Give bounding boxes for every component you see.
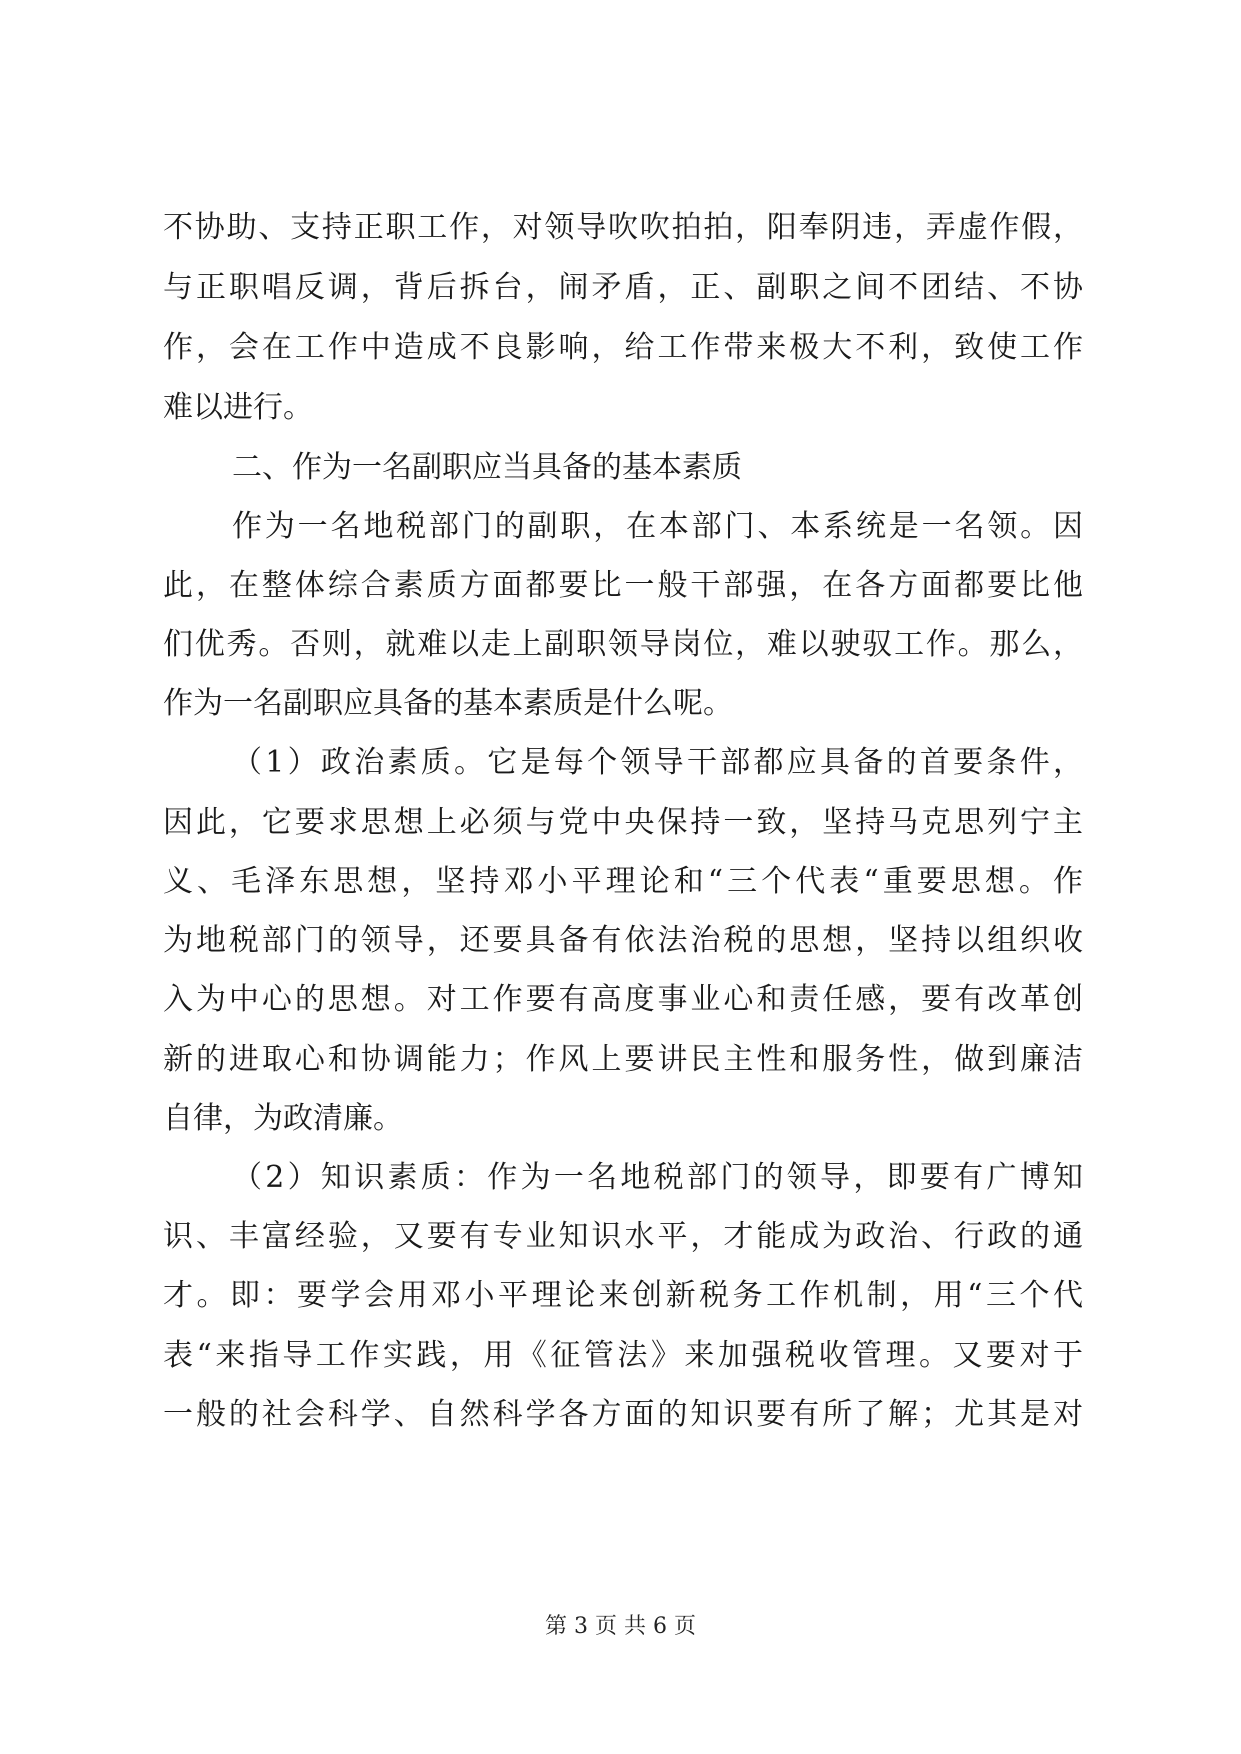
paragraph-line: 表“来指导工作实践，用《征管法》来加强税收管理。又要对于 bbox=[163, 1338, 1083, 1373]
paragraph-line: 此，在整体综合素质方面都要比一般干部强，在各方面都要比他 bbox=[163, 568, 1083, 603]
paragraph-line: （1）政治素质。它是每个领导干部都应具备的首要条件， bbox=[232, 745, 1083, 780]
paragraph-line: 因此，它要求思想上必须与党中央保持一致，坚持马克思列宁主 bbox=[163, 805, 1083, 840]
paragraph-line: 识、丰富经验，又要有专业知识水平，才能成为政治、行政的通 bbox=[163, 1219, 1083, 1254]
paragraph-line: 不协助、支持正职工作，对领导吹吹拍拍，阳奉阴违，弄虚作假， bbox=[163, 210, 1083, 245]
paragraph-line: 与正职唱反调，背后拆台，闹矛盾，正、副职之间不团结、不协 bbox=[163, 270, 1083, 305]
page-footer: 第 3 页 共 6 页 bbox=[545, 1614, 696, 1639]
section-heading: 二、作为一名副职应当具备的基本素质 bbox=[232, 450, 742, 485]
paragraph-line: 新的进取心和协调能力；作风上要讲民主性和服务性，做到廉洁 bbox=[163, 1042, 1083, 1077]
paragraph-line: （2）知识素质：作为一名地税部门的领导，即要有广博知 bbox=[232, 1160, 1083, 1195]
paragraph-line: 作为一名副职应具备的基本素质是什么呢。 bbox=[163, 686, 733, 721]
paragraph-line: 才。即：要学会用邓小平理论来创新税务工作机制，用“三个代 bbox=[163, 1278, 1083, 1313]
paragraph-line: 们优秀。否则，就难以走上副职领导岗位，难以驶驭工作。那么， bbox=[163, 627, 1083, 662]
paragraph-line: 难以进行。 bbox=[163, 390, 313, 425]
paragraph-line: 义、毛泽东思想，坚持邓小平理论和“三个代表“重要思想。作 bbox=[163, 864, 1083, 899]
paragraph-line: 入为中心的思想。对工作要有高度事业心和责任感，要有改革创 bbox=[163, 982, 1083, 1017]
paragraph-line: 作为一名地税部门的副职，在本部门、本系统是一名领。因 bbox=[232, 509, 1083, 544]
paragraph-line: 自律，为政清廉。 bbox=[163, 1101, 403, 1136]
paragraph-line: 一般的社会科学、自然科学各方面的知识要有所了解；尤其是对 bbox=[163, 1397, 1083, 1432]
paragraph-line: 为地税部门的领导，还要具备有依法治税的思想，坚持以组织收 bbox=[163, 923, 1083, 958]
paragraph-line: 作，会在工作中造成不良影响，给工作带来极大不利，致使工作 bbox=[163, 330, 1083, 365]
